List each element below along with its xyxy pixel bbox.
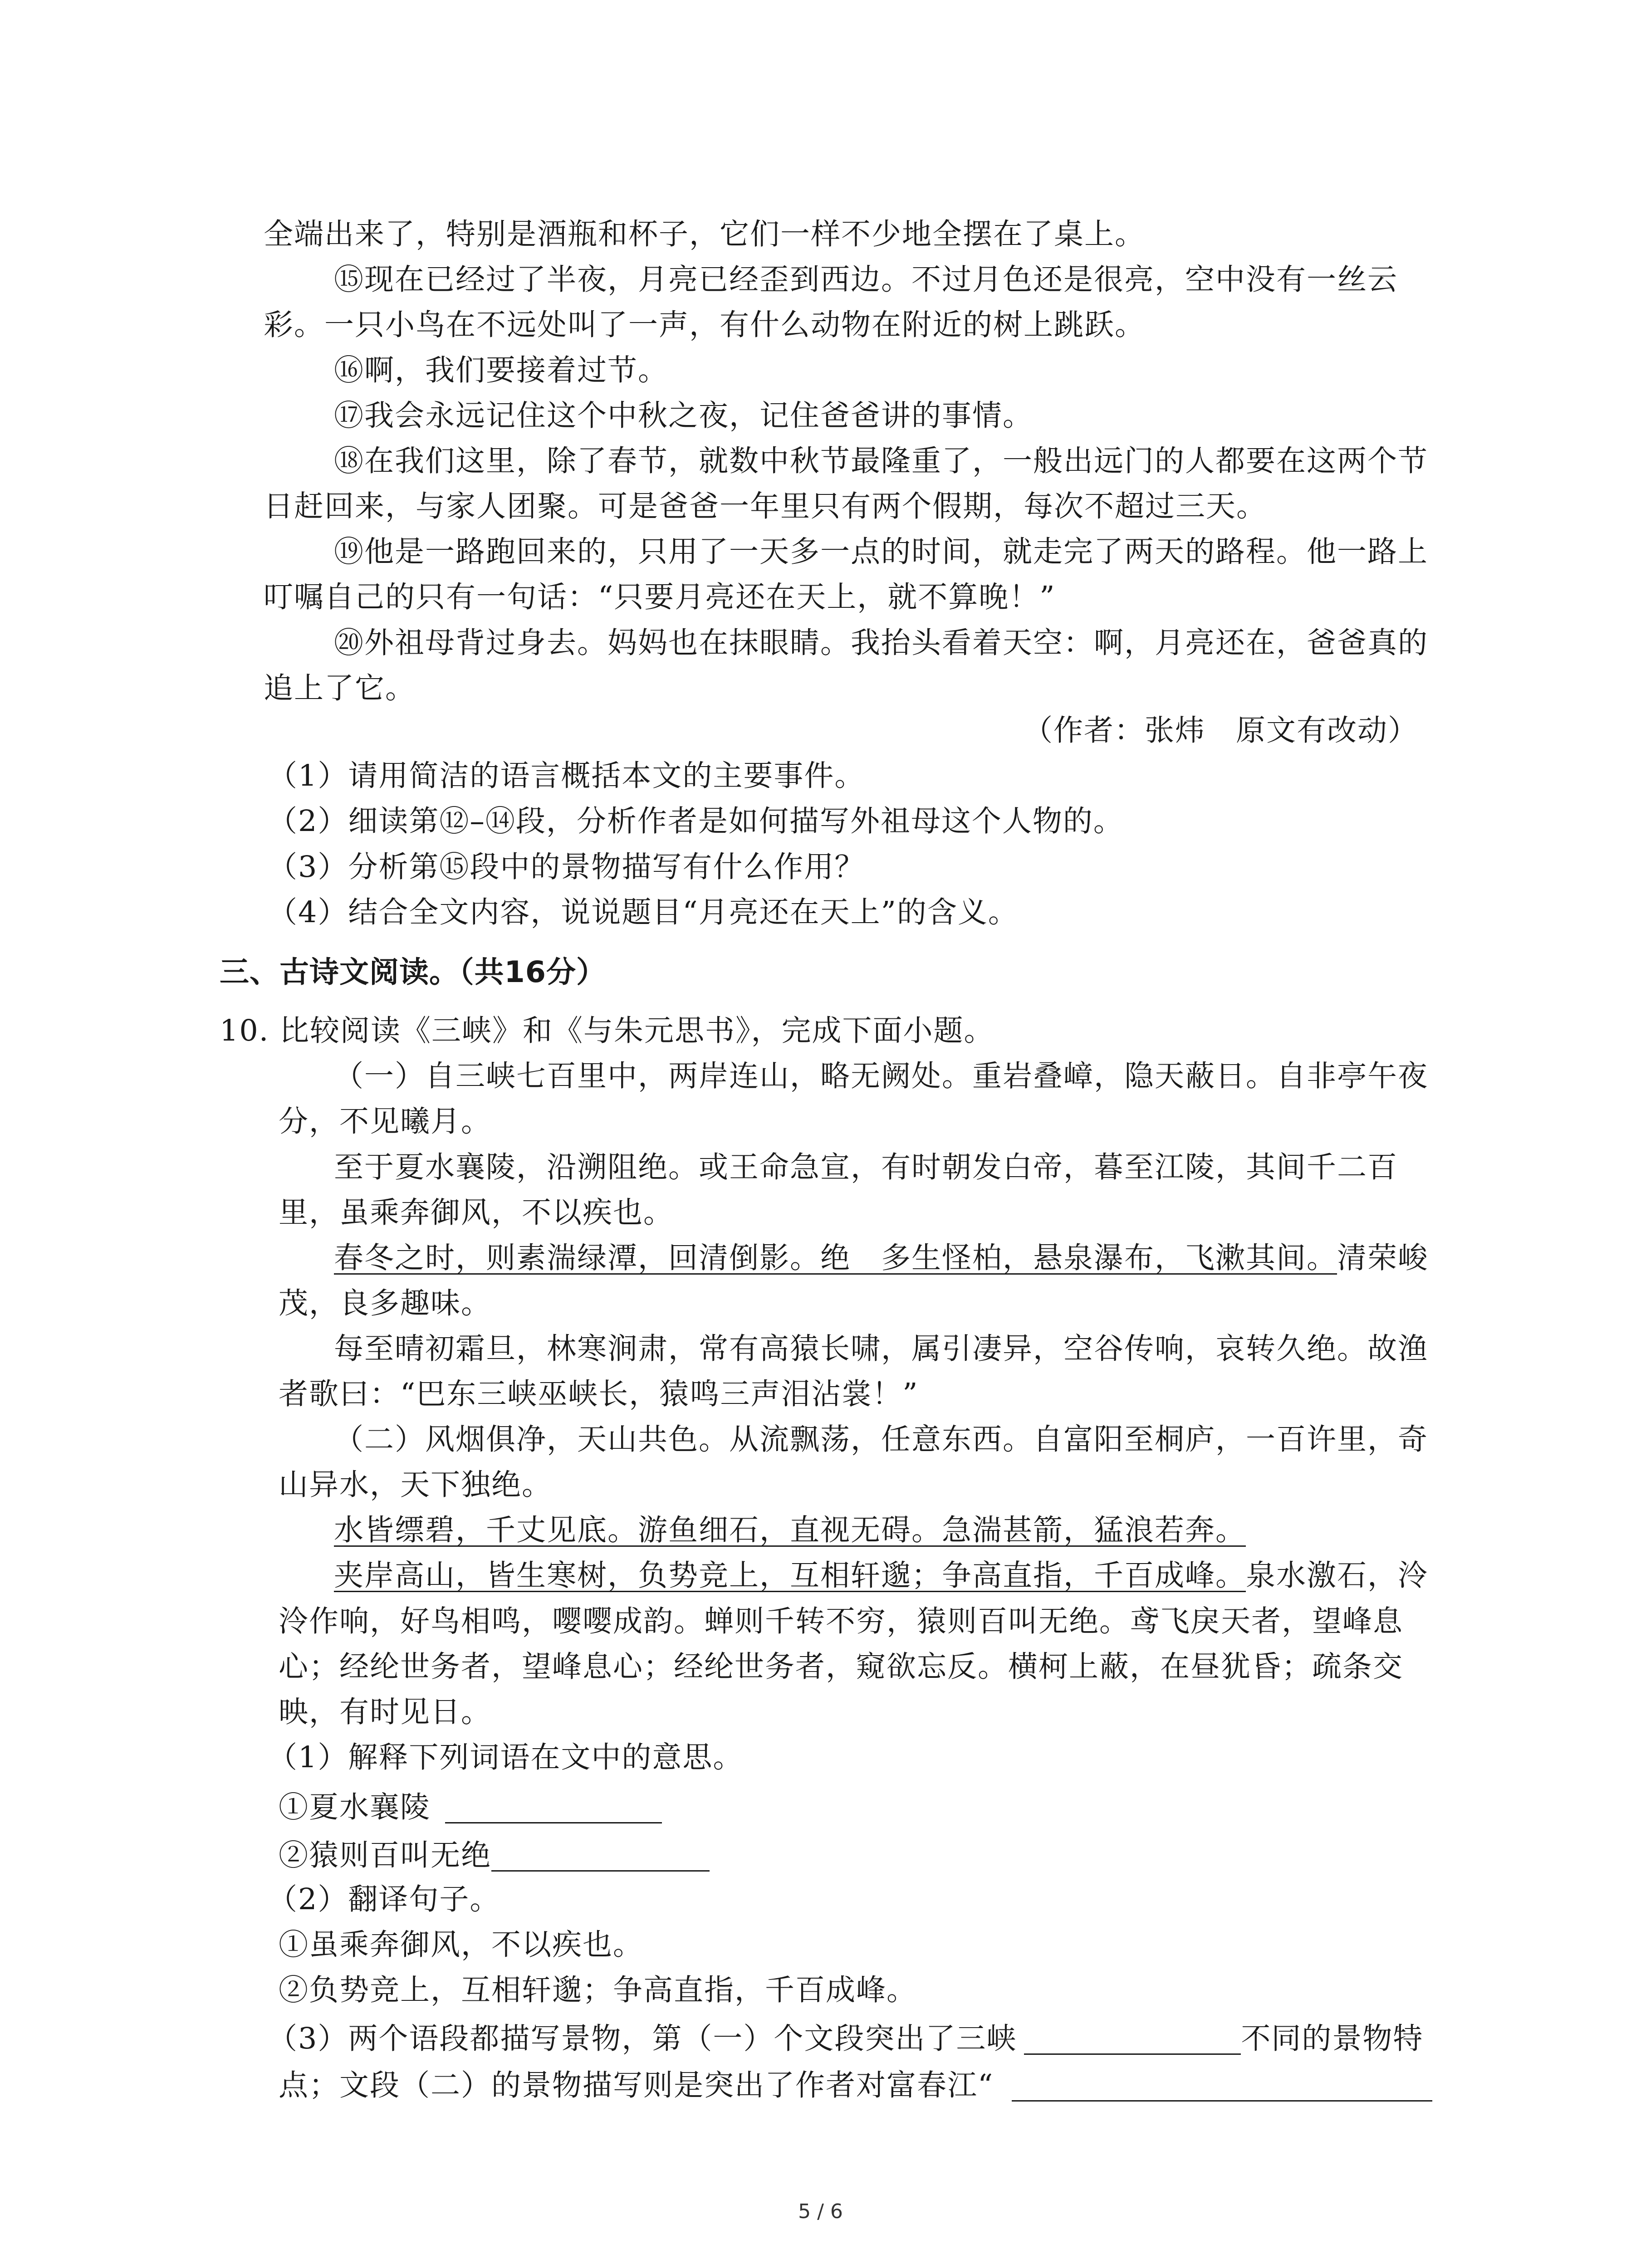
classical-text-line xyxy=(334,1553,1428,1598)
subquestion-prompt: （1）解释下列词语在文中的意思。 xyxy=(268,1740,744,1774)
passage-line: ⑱在我们这里，除了春节，就数中秋节最隆重了，一般出远门的人都要在这两个节 xyxy=(334,444,1429,478)
prompt-text: （3）两个语段都描写景物，第（一）个文段突出了三峡 xyxy=(268,2022,1017,2056)
classical-text-line: （一）自三峡七百里中，两岸连山，略无阙处。重岩叠嶂，隐天蔽日。自非亭午夜 xyxy=(334,1059,1429,1093)
prompt-text: 不同的景物特 xyxy=(1241,2022,1424,2056)
plain-text: 清荣峻 xyxy=(1337,1241,1429,1275)
answer-blank xyxy=(491,1833,710,1872)
classical-text-line: 心；经纶世务者，望峰息心；经纶世务者，窥欲忘反。横柯上蔽，在昼犹昏；疏条交 xyxy=(279,1650,1404,1684)
page-number: 5 / 6 xyxy=(798,2200,843,2223)
classical-text-line: 每至晴初霜旦，林寒涧肃，常有高猿长啸，属引凄异，空谷传响，哀转久绝。故渔 xyxy=(334,1332,1429,1366)
subquestion-item: ①虽乘奔御风，不以疾也。 xyxy=(279,1928,644,1962)
passage-line: 彩。一只小鸟在不远处叫了一声，有什么动物在附近的树上跳跃。 xyxy=(264,308,1146,342)
passage-line: 全端出来了，特别是酒瓶和杯子，它们一样不少地全摆在了桌上。 xyxy=(264,217,1146,251)
subquestion-item: ②负势竞上，互相轩邈；争高直指，千百成峰。 xyxy=(279,1973,917,2007)
underlined-text: 春冬之时，则素湍绿潭，回清倒影。绝 多生怪柏，悬泉瀑布，飞漱其间。 xyxy=(334,1241,1337,1275)
classical-text-line xyxy=(334,1508,1246,1553)
passage-line: ⑳外祖母背过身去。妈妈也在抹眼睛。我抬头看着天空：啊，月亮还在，爸爸真的 xyxy=(334,626,1429,660)
classical-text-line: 茂，良多趣味。 xyxy=(279,1286,492,1320)
classical-text-line: 里，虽乘奔御风，不以疾也。 xyxy=(279,1196,674,1230)
classical-text-line: （二）风烟俱净，天山共色。从流飘荡，任意东西。自富阳至桐庐，一百许里，奇 xyxy=(334,1422,1429,1457)
question-item: （3）分析第⑮段中的景物描写有什么作用？ xyxy=(268,850,865,884)
passage-line: ⑲他是一路跑回来的，只用了一天多一点的时间，就走完了两天的路程。他一路上 xyxy=(334,535,1429,569)
classical-text-line: 山异水，天下独绝。 xyxy=(279,1468,553,1502)
passage-line: ⑰我会永远记住这个中秋之夜，记住爸爸讲的事情。 xyxy=(334,399,1034,433)
answer-blank xyxy=(445,1785,662,1823)
answer-blank xyxy=(1012,2063,1432,2102)
passage-attribution: （作者：张炜 原文有改动） xyxy=(1023,714,1418,748)
classical-text-line: 至于夏水襄陵，沿溯阻绝。或王命急宣，有时朝发白帝，暮至江陵，其间千二百 xyxy=(334,1150,1398,1184)
passage-line: ⑯啊，我们要接着过节。 xyxy=(334,353,669,387)
subquestion-prompt xyxy=(279,2063,1432,2108)
prompt-text: 点；文段（二）的景物描写则是突出了作者对富春江“ xyxy=(279,2068,994,2102)
passage-line: 叮嘱自己的只有一句话：“只要月亮还在天上，就不算晚！” xyxy=(264,580,1056,614)
underlined-text: 夹岸高山，皆生寒树，负势竞上，互相轩邈；争高直指，千百成峰。 xyxy=(334,1559,1246,1593)
question-item: （1）请用简洁的语言概括本文的主要事件。 xyxy=(268,759,865,793)
answer-blank xyxy=(1024,2016,1241,2055)
classical-text-line: 者歌曰：“巴东三峡巫峡长，猿鸣三声泪沾裳！” xyxy=(279,1377,919,1411)
classical-text-line: 分，不见曦月。 xyxy=(279,1105,492,1139)
passage-line: 追上了它。 xyxy=(264,671,416,705)
subquestion-prompt xyxy=(268,2016,1423,2062)
subquestion-item xyxy=(279,1833,710,1878)
classical-text-line: 泠作响，好鸟相鸣，嘤嘤成韵。蝉则千转不穷，猿则百叫无绝。鸢飞戾天者，望峰息 xyxy=(279,1604,1404,1638)
question-item: （2）细读第⑫–⑭段，分析作者是如何描写外祖母这个人物的。 xyxy=(268,804,1124,838)
passage-line: 日赶回来，与家人团聚。可是爸爸一年里只有两个假期，每次不超过三天。 xyxy=(264,489,1267,523)
item-text: ②猿则百叫无绝 xyxy=(279,1838,492,1872)
question-item: （4）结合全文内容，说说题目“月亮还在天上”的含义。 xyxy=(268,895,1019,929)
subquestion-item xyxy=(279,1785,662,1830)
classical-text-line xyxy=(334,1236,1428,1281)
underlined-text: 水皆缥碧，千丈见底。游鱼细石，直视无碍。急湍甚箭，猛浪若奔。 xyxy=(334,1513,1246,1547)
subquestion-prompt: （2）翻译句子。 xyxy=(268,1882,500,1916)
plain-text: 泉水激石，泠 xyxy=(1246,1559,1429,1593)
passage-line: ⑮现在已经过了半夜，月亮已经歪到西边。不过月色还是很亮，空中没有一丝云 xyxy=(334,263,1398,297)
item-text: ①夏水襄陵 xyxy=(279,1790,431,1824)
question-stem: 10. 比较阅读《三峡》和《与朱元思书》，完成下面小题。 xyxy=(220,1014,994,1048)
classical-text-line: 映，有时见日。 xyxy=(279,1695,492,1729)
section-heading: 三、古诗文阅读。（共16分） xyxy=(220,955,606,989)
